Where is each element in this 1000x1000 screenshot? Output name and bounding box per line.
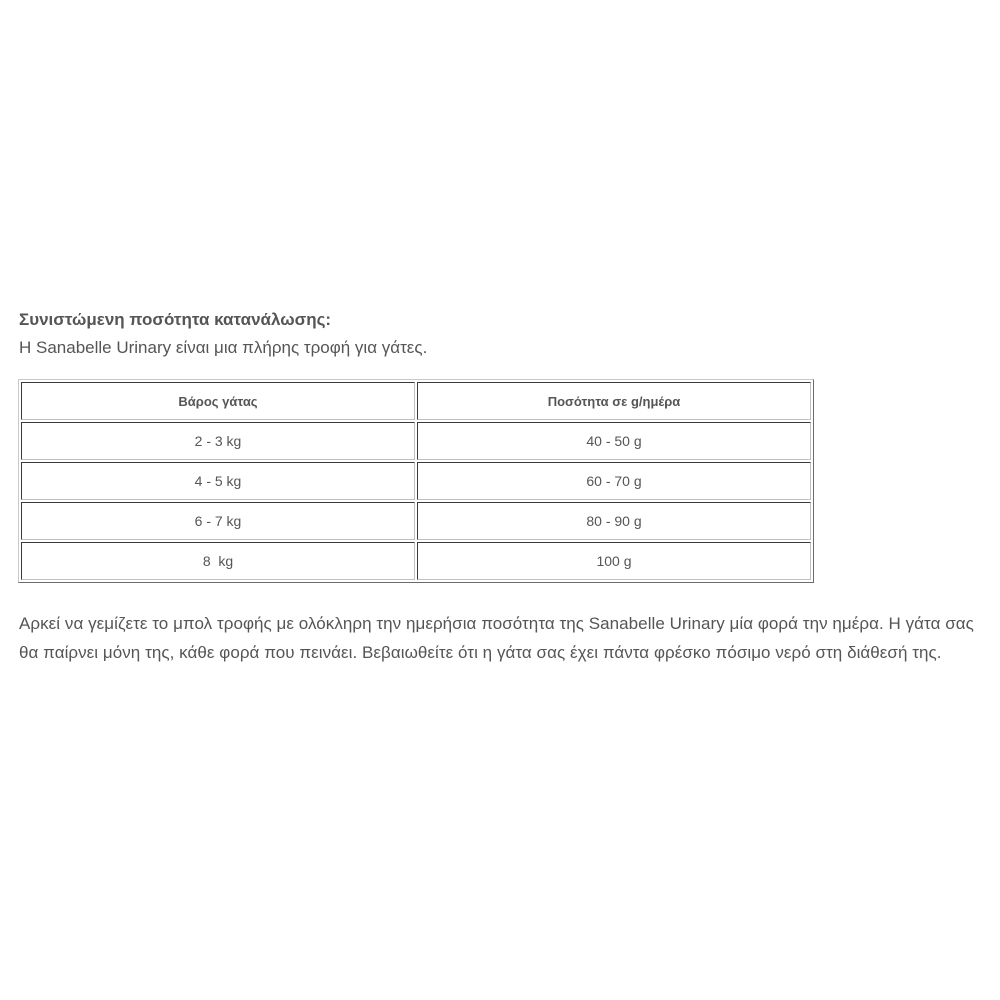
table-row	[21, 502, 811, 540]
feeding-instructions: Αρκεί να γεμίζετε το μπολ τροφής με ολόκληρη την ημερήσια ποσότητα της Sanabelle Urinary μία φορά την ημέρα. Η γάτα σας θα παίρνει μόνη της, κάθε φορά που πεινάει. Βεβαιωθείτε ότι η γάτα σας έχει πάντα φρέσκο πόσιμο νερό στη διάθεσή της.	[19, 614, 974, 662]
cell-weight: 6 - 7 kg	[21, 502, 415, 540]
cell-amount: 40 - 50 g	[417, 422, 811, 460]
header-cat-weight: Βάρος γάτας	[21, 382, 415, 420]
cell-amount: 100 g	[417, 542, 811, 580]
cell-amount: 60 - 70 g	[417, 462, 811, 500]
cell-weight: 4 - 5 kg	[21, 462, 415, 500]
table-row	[21, 462, 811, 500]
table-header-row	[21, 382, 811, 420]
section-heading: Συνιστώμενη ποσότητα κατανάλωσης:	[19, 310, 332, 329]
table-row	[21, 542, 811, 580]
cell-amount: 80 - 90 g	[417, 502, 811, 540]
cell-weight: 2 - 3 kg	[21, 422, 415, 460]
intro-text: Η Sanabelle Urinary είναι μια πλήρης τροφή για γάτες.	[19, 338, 428, 357]
table-row	[21, 422, 811, 460]
cell-weight: 8 kg	[21, 542, 415, 580]
header-daily-amount: Ποσότητα σε g/ημέρα	[417, 382, 811, 420]
feeding-table	[18, 379, 814, 583]
feeding-section	[19, 306, 994, 362]
